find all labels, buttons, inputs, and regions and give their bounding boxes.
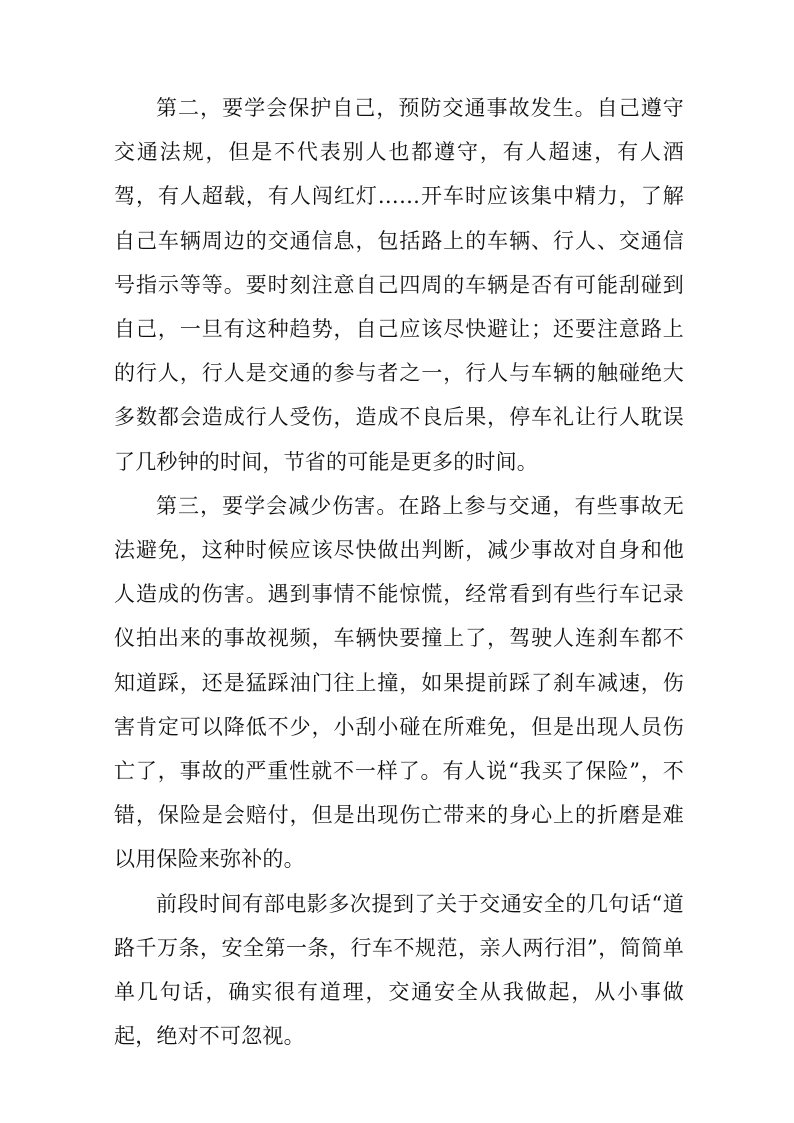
paragraph-movie-quote: 前段时间有部电影多次提到了关于交通安全的几句话“道路千万条，安全第一条，行车不规范，亲人两行泪”，简简单单几句话，确实很有道理，交通安全从我做起，从小事做起，绝对不可忽视。 [114,891,684,1049]
document-body [114,86,684,1058]
paragraph-reduce-harm: 第三，要学会减少伤害。在路上参与交通，有些事故无法避免，这种时候应该尽快做出判断，减少事故对自身和他人造成的伤害。遇到事情不能惊慌，经常看到有些行车记录仪拍出来的事故视频，车辆快要撞上了，驾驶人连刹车都不知道踩，还是猛踩油门往上撞，如果提前踩了刹车减速，伤害肯定可以降低不少，小刮小碰在所难免，但是出现人员伤亡了，事故的严重性就不一样了。有人说“我买了保险”，不错，保险是会赔付，但是出现伤亡带来的身心上的折磨是难以用保险来弥补的。 [114,493,684,872]
paragraph-protect-yourself: 第二，要学会保护自己，预防交通事故发生。自己遵守交通法规，但是不代表别人也都遵守，有人超速，有人酒驾，有人超载，有人闯红灯……开车时应该集中精力，了解自己车辆周边的交通信息，包括路上的车辆、行人、交通信号指示等等。要时刻注意自己四周的车辆是否有可能刮碰到自己，一旦有这种趋势，自己应该尽快避让；还要注意路上的行人，行人是交通的参与者之一，行人与车辆的触碰绝大多数都会造成行人受伤，造成不良后果，停车礼让行人耽误了几秒钟的时间，节省的可能是更多的时间。 [114,96,684,474]
